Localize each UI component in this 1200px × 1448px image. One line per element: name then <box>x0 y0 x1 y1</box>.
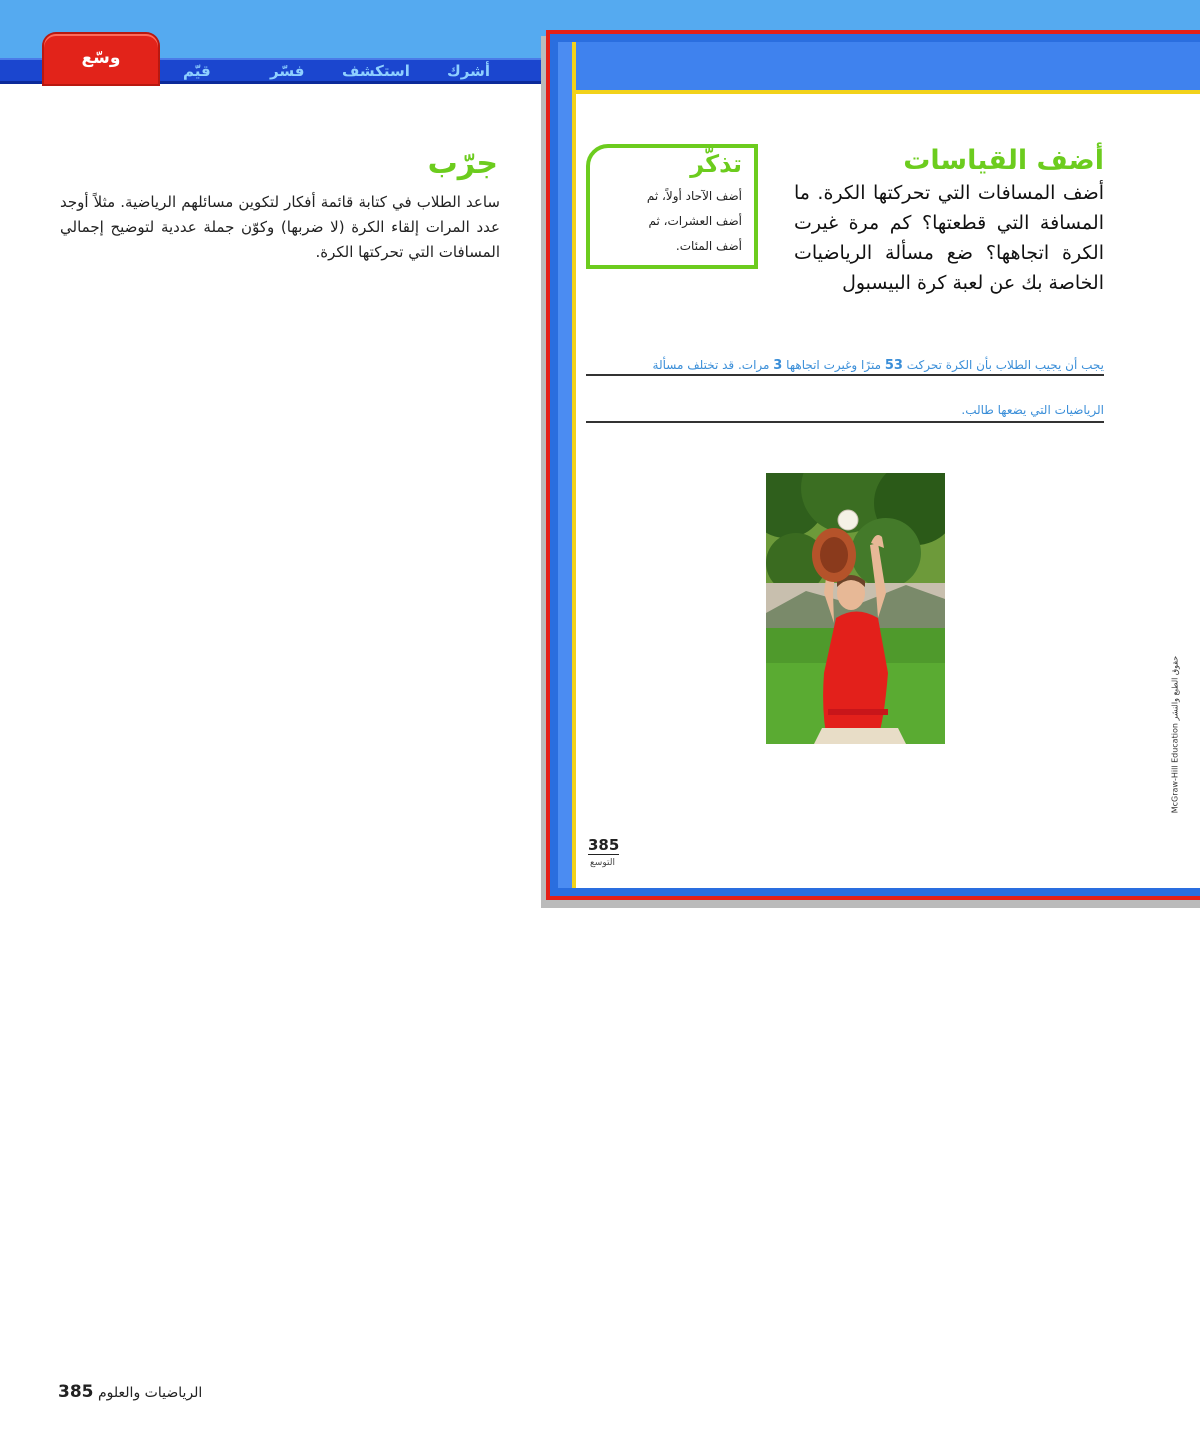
page-number: 385 <box>588 836 620 854</box>
answer-text-part: مترًا وغيرت اتجاهها <box>786 358 882 372</box>
answer-line-2: الرياضيات التي يضعها طالب. <box>961 403 1104 417</box>
baseball-photo <box>766 473 945 744</box>
remember-body <box>600 184 742 259</box>
copyright-credit: McGraw-Hill Education حقوق الطبع والنشر <box>1170 655 1180 814</box>
tab-evaluate[interactable]: قيّم <box>183 62 211 80</box>
remember-line: أضف العشرات، ثم <box>648 214 742 228</box>
try-heading: جرّب <box>427 146 498 181</box>
lesson-paragraph: أضف المسافات التي تحركتها الكرة. ما المسافة التي قطعتها؟ كم مرة غيرت الكرة اتجاهها؟ ضع مسألة الرياضيات الخاصة بك عن لعبة كرة البيسبول <box>794 182 1104 294</box>
answer-line-1 <box>586 358 1104 373</box>
answer-rule <box>586 374 1104 376</box>
page-section-label: التوسع <box>590 858 615 868</box>
try-paragraph: ساعد الطلاب في كتابة قائمة أفكار لتكوين مسائلهم الرياضية. مثلاً أوجد عدد المرات إلقاء الكرة (لا ضربها) وكوّن جملة عددية لتوضيح إجمالي المسافات التي تحركتها الكرة. <box>60 193 500 261</box>
tab-explore[interactable]: استكشف <box>342 62 410 80</box>
tab-expand[interactable]: وسّع <box>44 34 158 84</box>
footer-title: الرياضيات والعلوم <box>98 1385 203 1401</box>
answer-turns: 3 <box>773 358 783 373</box>
frame-header-band <box>558 42 1200 97</box>
footer-page-number: 385 <box>58 1382 94 1402</box>
remember-heading: تذكّر <box>690 150 742 178</box>
answer-text-part: مرات. قد تختلف مسألة <box>652 358 770 372</box>
answer-distance: 53 <box>884 358 903 373</box>
remember-line: أضف الآحاد أولاً، ثم <box>646 189 742 203</box>
tab-engage[interactable]: أشرك <box>447 62 490 80</box>
answer-text-part: يجب أن يجيب الطلاب بأن الكرة تحركت <box>906 358 1104 372</box>
tab-explain[interactable]: فسّر <box>270 62 305 80</box>
remember-line: أضف المئات. <box>675 239 742 253</box>
answer-rule <box>586 421 1104 423</box>
lesson-heading: أضف القياسات <box>903 145 1104 176</box>
